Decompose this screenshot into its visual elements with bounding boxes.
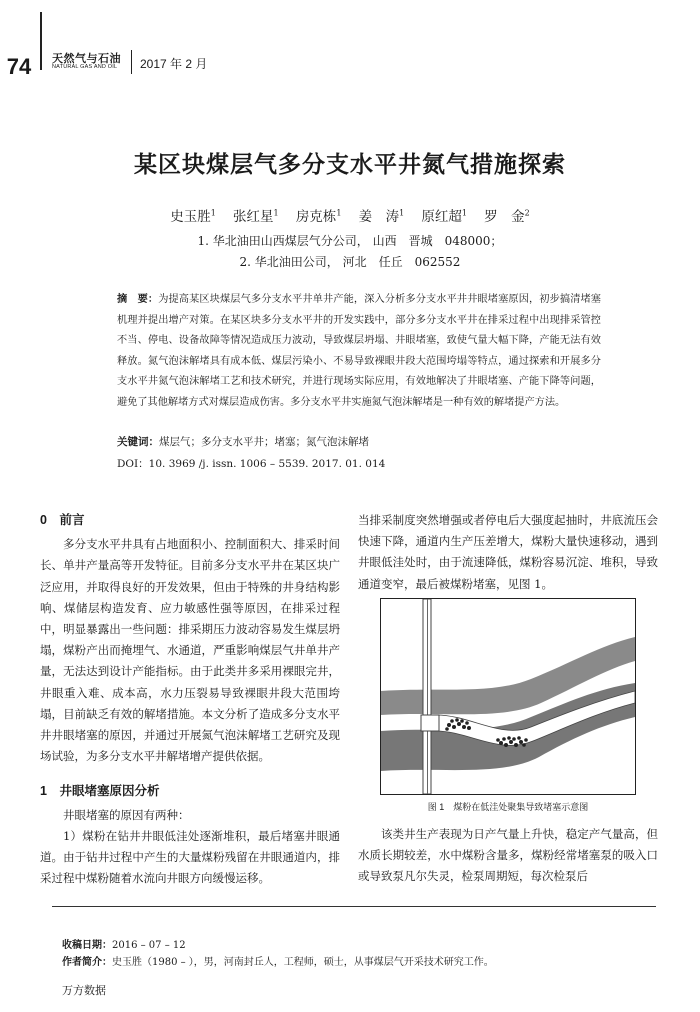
author: 姜 涛$^1$ bbox=[358, 208, 405, 225]
author-list bbox=[0, 205, 700, 225]
author-bio-label: 作者简介： bbox=[62, 957, 112, 968]
footer-watermark: 万方数据 bbox=[62, 984, 106, 997]
author: 房克栋$^1$ bbox=[295, 208, 342, 225]
journal-logo-cn: 天然气与石油 bbox=[52, 53, 121, 65]
doi: DOI：10. 3969 /j. issn. 1006 – 5539. 2017. 01. 014 bbox=[117, 458, 386, 470]
abstract-text: 为提高某区块煤层气多分支水平井单井产能，深入分析多分支水平井井眼堵塞原因，初步搞清堵塞机理并提出增产对策。在某区块多分支水平井的开发实践中，部分多分支水平井在排采过程中出现排采管控不当、停电、设备故障等情况造成压力波动，导致煤层坍塌、井眼堵塞，致使气量大幅下降，产能无法有效释放。氮气泡沫解堵具有成本低、煤层污染小、不易导致裸眼井段大范围垮塌等特点，通过探索和开展多分支水平井氮气泡沫解堵工艺和技术研究，并进行现场实际应用，有效地解决了井眼堵塞、产能下降等问题，避免了其他解堵方式对煤层造成伤害。多分支水平井实施氮气泡沫解堵是一种有效的解堵提产方法。 bbox=[117, 294, 601, 408]
author-bio bbox=[62, 953, 494, 968]
cause-intro: 井眼堵塞的原因有两种： bbox=[63, 807, 190, 822]
wellbore-diagram bbox=[381, 599, 635, 794]
header-vertical-rule bbox=[40, 12, 42, 70]
issue-date: 2017 年 2 月 bbox=[140, 57, 208, 71]
author: 原红超$^1$ bbox=[421, 208, 467, 225]
keywords-text: 煤层气；多分支水平井；堵塞；氮气泡沫解堵 bbox=[159, 436, 369, 448]
figure-caption: 图 1 煤粉在低洼处聚集导致堵塞示意图 bbox=[427, 802, 589, 812]
received-label: 收稿日期： bbox=[62, 940, 112, 951]
paper-title: 某区块煤层气多分支水平井氮气措施探索 bbox=[134, 151, 566, 178]
right-paragraph-bottom: 该类井生产表现为日产气量上升快，稳定产气量高，但水质长期较差，水中煤粉含量多，煤粉经常堵塞泵的吸入口或导致泵凡尔失灵，检泵周期短，每次检泵后 bbox=[358, 827, 658, 884]
author: 罗 金$^2$ bbox=[484, 208, 530, 225]
page-number: 74 bbox=[6, 54, 32, 79]
section-heading-cause: 1 井眼堵塞原因分析 bbox=[40, 784, 160, 799]
received-date bbox=[62, 936, 186, 951]
abstract-label: 摘 要： bbox=[117, 293, 159, 305]
right-paragraph-top: 当排采制度突然增强或者停电后大强度起抽时，井底流压会快速下降，通道内生产压差增大，煤粉大量快速移动，遇到井眼低洼处时，由于流速降低，煤粉容易沉淀、堆积，导致通道变窄，最后被煤粉堵塞，见图 1。 bbox=[358, 513, 658, 591]
author: 张红星$^1$ bbox=[233, 208, 279, 225]
abstract bbox=[117, 289, 601, 413]
intro-paragraph: 多分支水平井具有占地面积小、控制面积大、排采时间长、单井产量高等开发特征。目前多分支水平井在某区块广泛应用，并取得良好的开发效果，但由于特殊的井身结构影响、煤储层构造发育、应力敏感性强等原因，在排采过程中，明显暴露出一些问题：排采期压力波动容易发生煤层坍塌，煤粉产出而掩埋气、水通道，严重影响煤层气井单井产量，无法达到设计产能指标。由于此类井多采用裸眼完井，井眼重入难、成本高，水力压裂易导致裸眼井段大范围垮塌，目前缺乏有效的解堵措施。本文分析了造成多分支水平井井眼堵塞的原因，并通过开展氮气泡沫解堵工艺研究及现场试验，为多分支水平井解堵增产提供依据。 bbox=[40, 537, 340, 764]
cause-item-1: 1）煤粉在钻井井眼低洼处逐渐堆积，最后堵塞井眼通道。由于钻井过程中产生的大量煤粉残留在井眼通道内，排采过程中煤粉随着水流向井眼方向缓慢运移。 bbox=[40, 828, 340, 886]
footnote-rule bbox=[52, 906, 656, 907]
right-column-bottom bbox=[358, 824, 658, 888]
author: 史玉胜$^1$ bbox=[170, 208, 216, 225]
journal-logo-en: NATURAL GAS AND OIL bbox=[52, 64, 118, 70]
header-separator bbox=[131, 50, 132, 74]
right-column-top bbox=[358, 510, 658, 595]
figure-1 bbox=[380, 598, 636, 795]
well-junction bbox=[421, 715, 439, 731]
author-bio-text: 史玉胜（1980 – ），男，河南封丘人，工程师，硕士，从事煤层气开采技术研究工作。 bbox=[112, 957, 494, 968]
affiliation-2: 2. 华北油田公司， 河北 任丘 062552 bbox=[239, 255, 461, 269]
keywords bbox=[117, 434, 369, 449]
left-column bbox=[40, 510, 340, 889]
section-heading-intro: 0 前言 bbox=[40, 513, 85, 527]
affiliation-1: 1. 华北油田山西煤层气分公司， 山西 晋城 048000； bbox=[197, 234, 503, 248]
received-value: 2016 – 07 – 12 bbox=[112, 940, 186, 951]
keywords-label: 关键词： bbox=[117, 436, 159, 448]
